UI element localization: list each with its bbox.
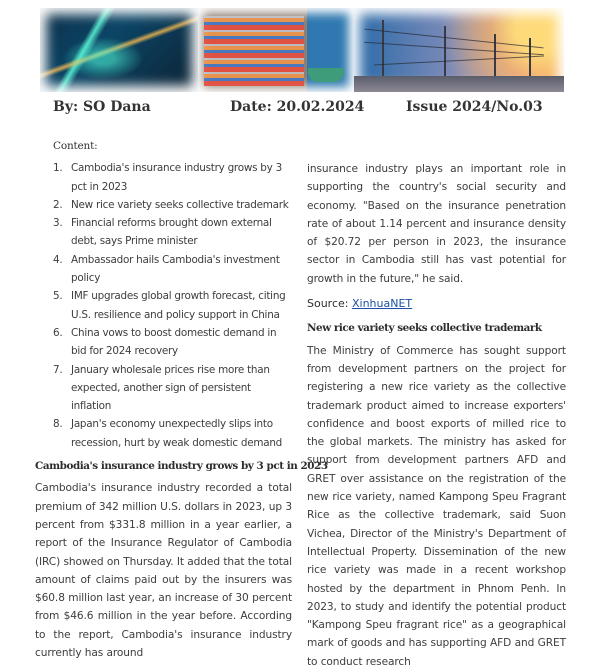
toc-item[interactable]: 6. China vows to boost domestic demand in bid for 2024 recovery (53, 326, 277, 358)
header-banner (40, 8, 564, 92)
issue-date: Date: 20.02.2024 (230, 99, 365, 115)
toc-item[interactable]: 3. Financial reforms brought down external debt, says Prime minister (53, 217, 272, 248)
financial-chart-image (40, 8, 198, 92)
source-link[interactable]: XinhuaNET (351, 297, 413, 311)
toc-item[interactable]: 1. Cambodia's insurance industry grows by 3 pct in 2023 (53, 162, 282, 193)
article-body-insurance-part1: Cambodia's insurance industry recorded a total premium of 342 million U.S. dollars in 2023, up 3 percent from $331.8 million in a year earlier, a report of the Insurance Regulator of Cambodia (IRC) showed on Thursday. It added that the total amount of claims paid out by the insurers was $60.8 million last year, an increase of 30 percent from $46.6 million in the year before. According to the report, Cambodia's insurance industry currently has around (35, 482, 292, 660)
toc-item[interactable]: 7. January wholesale prices rise more than expected, another sign of persistent inflation (53, 363, 270, 413)
right-column (307, 160, 566, 671)
article-heading-rice: New rice variety seeks collective trademark (307, 322, 542, 335)
toc-item[interactable]: 4. Ambassador hails Cambodia's investment policy (53, 253, 280, 285)
table-of-contents (35, 159, 292, 452)
toc-item[interactable]: 8. Japan's economy unexpectedly slips into recession, hurt by weak domestic demand (53, 418, 283, 449)
article-body-rice: The Ministry of Commerce has sought support from development partners on the project for registering a new rice variety as the collective trademark product aimed to increase exporters' confidence and boost exports of milled rice to the global markets. The ministry has asked for support from development partners AFD and GRET over assistance on the registration of the new rice variety, named Kampong Speu Fragrant Rice as the collective trademark, said Suon Vichea, Director of the Ministry's Department of Intellectual Property. Dissemination of the new rice variety was made in a recent workshop hosted by the department in Phnom Penh. In 2023, to study and identify the potential product "Kampong Speu fragrant rice" as a geographical mark of goods and has supporting AFD and GRET to conduct research (307, 344, 566, 668)
article-body-insurance-part2: insurance industry plays an important role in supporting the country's social security and economy. "Based on the insurance penetration rate of about 1.14 percent and insurance density of $20.72 per person in 2023, the insurance sector in Cambodia still has vast potential for growth in the future," he said. (307, 163, 566, 285)
toc-item[interactable]: 5. IMF upgrades global growth forecast, citing U.S. resilience and policy support in China (53, 290, 286, 321)
container-port-image (198, 8, 354, 92)
article-heading-insurance: Cambodia's insurance industry grows by 3 pct in 2023 (35, 460, 328, 473)
toc-label: Content: (53, 140, 98, 152)
power-lines-image (354, 8, 564, 92)
source-line (307, 295, 566, 313)
issue-meta (0, 99, 600, 119)
issue-number: Issue 2024/No.03 (406, 99, 543, 115)
left-column (35, 137, 328, 662)
source-label: Source: (307, 297, 352, 311)
toc-item[interactable]: 2. New rice variety seeks collective trademark (53, 198, 289, 211)
author: By: SO Dana (53, 99, 151, 115)
